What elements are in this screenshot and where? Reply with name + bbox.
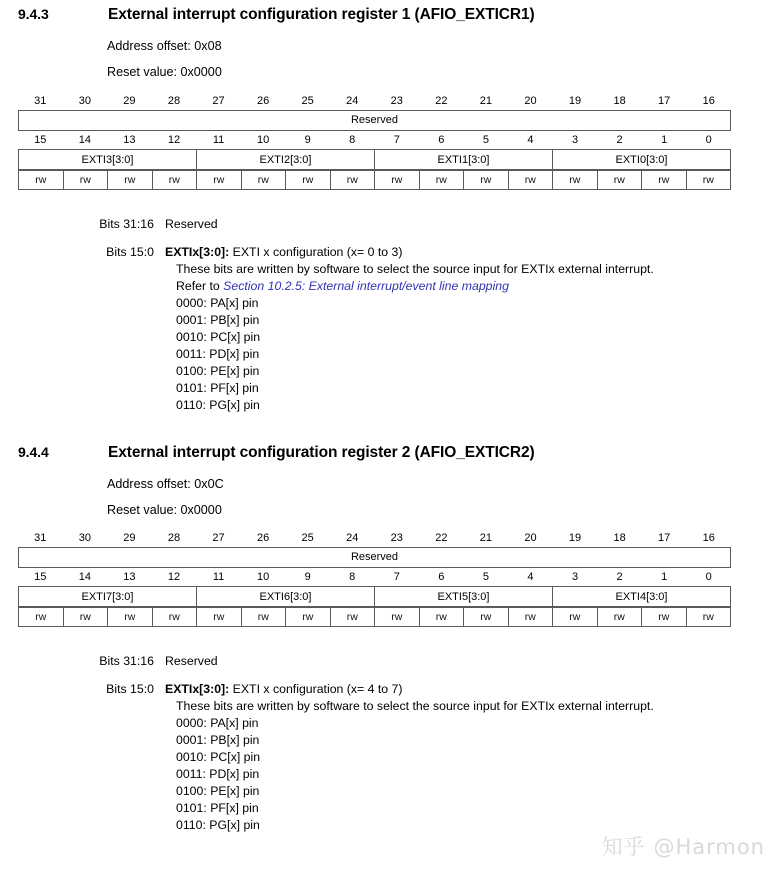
access-cell: rw <box>331 608 376 626</box>
bit-number: 6 <box>438 571 445 583</box>
bits-detail-1 <box>0 261 781 414</box>
section-heading-2 <box>0 444 781 462</box>
bits-range-label: Bits 31:16 <box>99 654 154 668</box>
access-cell: rw <box>108 608 153 626</box>
bit-number: 18 <box>613 95 626 107</box>
bit-number: 19 <box>568 95 582 107</box>
access-cell: rw <box>153 608 198 626</box>
field-group: EXTI6[3:0] <box>197 587 375 606</box>
field-description: EXTI x configuration (x= 4 to 7) <box>229 682 403 696</box>
bits-reserved-line-2 <box>0 653 781 670</box>
field-name-row-2 <box>18 586 731 607</box>
bit-number: 28 <box>167 532 181 544</box>
field-group: EXTI4[3:0] <box>615 590 668 603</box>
bit-number: 14 <box>78 134 91 146</box>
field-description: EXTI x configuration (x= 0 to 3) <box>229 245 403 259</box>
watermark: 知乎 @Harmon <box>601 835 765 859</box>
bits-field-line-2 <box>0 681 781 698</box>
field-group: EXTI0[3:0] <box>615 153 668 166</box>
access-cell: rw <box>242 171 287 189</box>
bit-number: 29 <box>123 532 136 544</box>
bits-range-label: Bits 31:16 <box>99 217 154 231</box>
list-item: 0110: PG[x] pin <box>176 818 260 832</box>
access-cell: rw <box>19 171 64 189</box>
bits-detail-2 <box>0 698 781 834</box>
bit-number: 5 <box>482 571 489 583</box>
list-item: 0010: PC[x] pin <box>176 750 261 764</box>
access-cell: rw <box>242 608 287 626</box>
field-group: EXTI1[3:0] <box>375 150 553 169</box>
bit-number: 30 <box>78 532 91 544</box>
access-cell: rw <box>509 171 554 189</box>
bit-number: 12 <box>167 134 181 146</box>
register-bit-table-2 <box>18 529 731 627</box>
pin-value-list-1 <box>176 295 781 414</box>
register-section-1 <box>0 6 781 85</box>
bit-number: 27 <box>212 95 225 107</box>
access-cell: rw <box>64 171 109 189</box>
access-cell: rw <box>19 608 64 626</box>
access-cell: rw <box>197 608 242 626</box>
register-section-2 <box>0 444 781 523</box>
access-cell: rw <box>197 171 242 189</box>
bit-descriptions-2 <box>0 653 781 834</box>
bit-number: 3 <box>571 134 579 146</box>
access-cell: rw <box>702 611 714 623</box>
bit-number: 22 <box>435 532 448 544</box>
bit-number: 6 <box>438 134 445 146</box>
access-cell: rw <box>642 171 687 189</box>
bits-field-text <box>165 681 781 698</box>
bit-number: 13 <box>123 134 136 146</box>
access-cell: rw <box>464 608 509 626</box>
access-cell: rw <box>420 171 465 189</box>
address-offset-2: Address offset: 0x0C <box>107 477 224 491</box>
bit-number: 21 <box>479 95 493 107</box>
bit-number: 31 <box>34 95 47 107</box>
access-cell: rw <box>286 171 331 189</box>
section-title: External interrupt configuration register 2 (AFIO_EXTICR2) <box>108 444 535 461</box>
bit-number-row-high-2 <box>18 529 731 547</box>
bit-number: 16 <box>702 532 715 544</box>
bit-number: 0 <box>705 571 712 583</box>
bit-number-row-high-1 <box>18 92 731 110</box>
bit-number: 9 <box>304 134 311 146</box>
bit-number: 28 <box>167 95 181 107</box>
list-item: 0000: PA[x] pin <box>176 296 259 310</box>
bit-number: 21 <box>479 532 493 544</box>
refer-prefix: Refer to <box>176 279 224 293</box>
access-cell: rw <box>553 608 598 626</box>
list-item: 0100: PE[x] pin <box>176 784 260 798</box>
reserved-label: Reserved <box>350 551 399 563</box>
bit-number: 10 <box>256 571 270 583</box>
bit-number: 8 <box>349 134 356 146</box>
bit-number: 19 <box>568 532 582 544</box>
bit-number: 24 <box>346 532 359 544</box>
bits-field-line-1 <box>0 244 781 261</box>
access-cell: rw <box>375 171 420 189</box>
access-cell: rw <box>598 171 643 189</box>
bit-number: 11 <box>212 134 225 146</box>
bits-range-label: Bits 15:0 <box>106 245 154 259</box>
bit-number: 15 <box>34 571 47 583</box>
list-item: 0100: PE[x] pin <box>176 364 260 378</box>
access-cell: rw <box>642 608 687 626</box>
access-cell: rw <box>464 171 509 189</box>
list-item: 0011: PD[x] pin <box>176 767 260 781</box>
bit-number: 14 <box>78 571 91 583</box>
field-group: EXTI2[3:0] <box>197 150 375 169</box>
bit-number: 5 <box>482 134 489 146</box>
bit-number: 8 <box>349 571 356 583</box>
bit-number: 4 <box>527 571 534 583</box>
bit-number: 25 <box>301 532 314 544</box>
access-row-1 <box>18 170 731 190</box>
pin-value-list-2 <box>176 715 781 834</box>
access-cell: rw <box>108 171 153 189</box>
section-title: External interrupt configuration register 1 (AFIO_EXTICR1) <box>108 6 535 23</box>
section-number: 9.4.4 <box>18 444 49 460</box>
bit-number: 2 <box>616 134 623 146</box>
access-cell: rw <box>598 608 643 626</box>
bit-number: 17 <box>658 95 671 107</box>
access-cell: rw <box>286 608 331 626</box>
bit-number: 22 <box>435 95 448 107</box>
access-cell: rw <box>420 608 465 626</box>
bit-descriptions-1 <box>0 216 781 414</box>
bit-number: 16 <box>702 95 715 107</box>
bit-number: 27 <box>212 532 225 544</box>
reserved-label: Reserved <box>350 114 399 126</box>
access-cell: rw <box>375 608 420 626</box>
bit-number: 4 <box>527 134 534 146</box>
bits-explanation: These bits are written by software to select the source input for EXTIx external interrupt. <box>176 262 654 276</box>
bit-number: 7 <box>393 571 400 583</box>
list-item: 0001: PB[x] pin <box>176 733 260 747</box>
bit-number: 24 <box>346 95 359 107</box>
field-group: EXTI5[3:0] <box>375 587 553 606</box>
bit-number: 26 <box>256 95 270 107</box>
field-name: EXTIx[3:0]: <box>165 245 230 259</box>
list-item: 0101: PF[x] pin <box>176 801 259 815</box>
bits-reserved-text: Reserved <box>165 217 218 231</box>
bit-number: 23 <box>390 532 403 544</box>
bit-number: 25 <box>301 95 314 107</box>
bits-reserved-text: Reserved <box>165 654 218 668</box>
address-offset-1: Address offset: 0x08 <box>107 39 222 53</box>
cross-reference-line <box>176 278 781 295</box>
access-cell: rw <box>509 608 554 626</box>
list-item: 0101: PF[x] pin <box>176 381 259 395</box>
bit-number: 13 <box>123 571 136 583</box>
field-name: EXTIx[3:0]: <box>165 682 230 696</box>
bits-range-label: Bits 15:0 <box>106 682 154 696</box>
access-cell: rw <box>331 171 376 189</box>
bit-number: 7 <box>393 134 400 146</box>
bit-number: 3 <box>571 571 579 583</box>
bit-number: 1 <box>661 571 668 583</box>
bit-number: 31 <box>34 532 47 544</box>
bit-number: 1 <box>661 134 668 146</box>
reset-value-1: Reset value: 0x0000 <box>107 65 222 79</box>
register-bit-table-1 <box>18 92 731 190</box>
list-item: 0011: PD[x] pin <box>176 347 260 361</box>
access-row-2 <box>18 607 731 627</box>
access-cell: rw <box>702 174 714 186</box>
bit-number: 15 <box>34 134 47 146</box>
bit-number: 9 <box>304 571 311 583</box>
bit-number: 11 <box>212 571 225 583</box>
field-group: EXTI7[3:0] <box>19 587 197 606</box>
section-number: 9.4.3 <box>18 6 49 22</box>
field-name-row-1 <box>18 149 731 170</box>
access-cell: rw <box>64 608 109 626</box>
bit-number: 10 <box>256 134 270 146</box>
section-link[interactable]: Section 10.2.5: External interrupt/event line mapping <box>223 279 509 293</box>
bit-number: 23 <box>390 95 403 107</box>
bit-number-row-low-1 <box>18 131 731 149</box>
bit-number: 2 <box>616 571 623 583</box>
list-item: 0110: PG[x] pin <box>176 398 260 412</box>
list-item: 0001: PB[x] pin <box>176 313 260 327</box>
bit-number: 0 <box>705 134 712 146</box>
list-item: 0000: PA[x] pin <box>176 716 259 730</box>
bits-explanation: These bits are written by software to select the source input for EXTIx external interrupt. <box>176 699 654 713</box>
bit-number: 29 <box>123 95 136 107</box>
reset-value-2: Reset value: 0x0000 <box>107 503 222 517</box>
bit-number: 20 <box>524 532 537 544</box>
bit-number: 26 <box>256 532 270 544</box>
bit-number: 12 <box>167 571 181 583</box>
bits-field-text <box>165 244 781 261</box>
bit-number: 30 <box>78 95 91 107</box>
bits-reserved-line-1 <box>0 216 781 233</box>
bit-number: 18 <box>613 532 626 544</box>
field-group: EXTI3[3:0] <box>19 150 197 169</box>
access-cell: rw <box>153 171 198 189</box>
reserved-field-row-2 <box>18 547 731 568</box>
reserved-field-row-1 <box>18 110 731 131</box>
bit-number: 17 <box>658 532 671 544</box>
bit-number: 20 <box>524 95 537 107</box>
list-item: 0010: PC[x] pin <box>176 330 261 344</box>
section-heading-1 <box>0 6 781 24</box>
access-cell: rw <box>553 171 598 189</box>
bit-number-row-low-2 <box>18 568 731 586</box>
